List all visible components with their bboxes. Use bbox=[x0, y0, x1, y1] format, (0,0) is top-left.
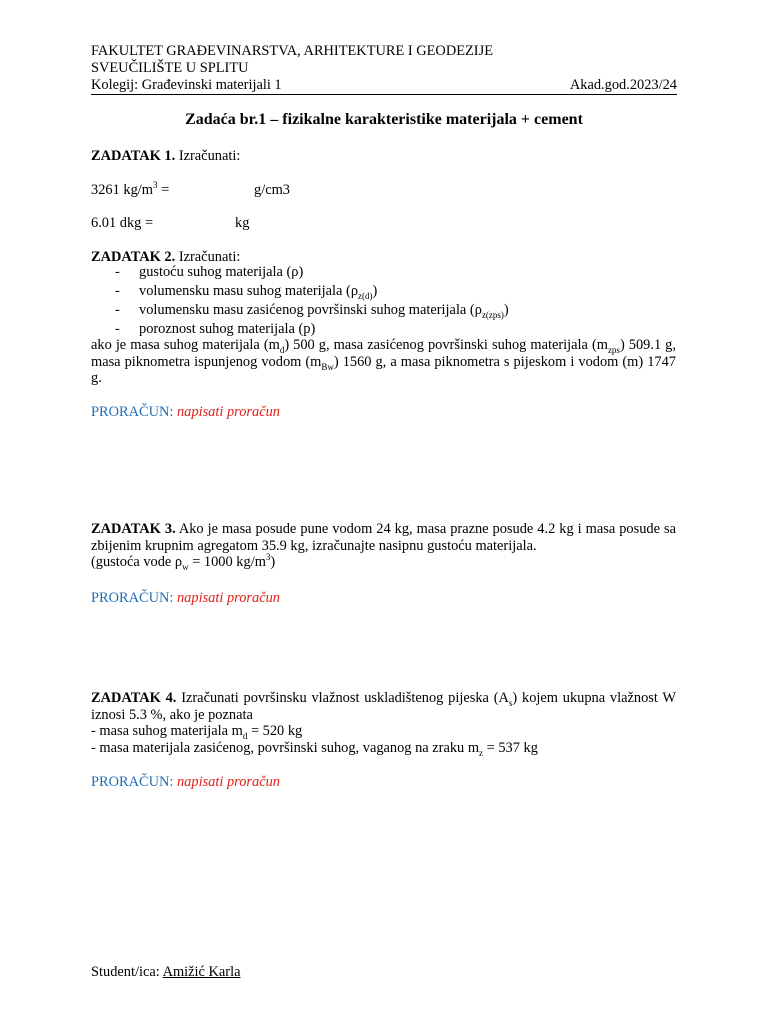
university-name: SVEUČILIŠTE U SPLITU bbox=[91, 60, 249, 76]
student-line bbox=[91, 964, 240, 981]
list-item: - poroznost suhog materijala (p) bbox=[115, 321, 316, 337]
task3-proracun bbox=[91, 590, 280, 607]
academic-year: Akad.god.2023/24 bbox=[569, 77, 677, 93]
task1-conversion-1 bbox=[91, 182, 169, 199]
task2-proracun bbox=[91, 404, 280, 421]
task3-label: ZADATAK 3. bbox=[91, 521, 176, 537]
proracun-label: PRORAČUN: bbox=[91, 590, 174, 606]
proracun-value: napisati proračun bbox=[176, 774, 280, 790]
course-row bbox=[91, 77, 677, 95]
conv1-eq: = bbox=[157, 182, 170, 198]
proracun-value: napisati proračun bbox=[176, 404, 280, 420]
list-item: - gustoću suhog materijala (ρ) bbox=[115, 264, 304, 280]
faculty-name: FAKULTET GRAĐEVINARSTVA, ARHITEKTURE I GEODEZIJE bbox=[91, 43, 493, 59]
task2-paragraph: ako je masa suhog materijala $(m_d)$ 500 g, masa zasićenog površinski suhog materijala $(m_{zps})$ 509.1 g, masa piknometra ispunjenog vodom $(m_{Bw})$ 1560 g, a masa piknometra s pijeskom i vodom (m) 1747 g. bbox=[91, 337, 676, 386]
conv2-unit: kg bbox=[235, 215, 250, 231]
task4-paragraph: ZADATAK 4. Izračunati površinsku vlažnost uskladištenog pijeska $(A_s)$ kojem ukupna vlažnost W iznosi 5.3 %, ako je poznata - masa suhog materijala $m_d = 520$ kg - masa materijala zasićenog, površinski suhog, vaganog na zraku $m_z = 537$ kg bbox=[91, 690, 676, 758]
task1-heading bbox=[91, 148, 240, 165]
conv1-unit: g/cm3 bbox=[254, 182, 290, 198]
task2-list bbox=[115, 264, 675, 340]
list-item: - volumensku masu suhog materijala $(\rho_{z(d)})$ bbox=[115, 283, 378, 301]
student-label: Student/ica: bbox=[91, 964, 160, 980]
task2-instruction: Izračunati: bbox=[178, 249, 241, 265]
task1-instruction: Izračunati: bbox=[178, 148, 241, 164]
proracun-label: PRORAČUN: bbox=[91, 404, 174, 420]
conv2-value: 6.01 dkg = bbox=[91, 215, 154, 231]
proracun-value: napisati proračun bbox=[176, 590, 280, 606]
conv1-value: 3261 kg/m bbox=[91, 182, 153, 198]
task1-label: ZADATAK 1. bbox=[91, 148, 176, 164]
course-name: Kolegij: Građevinski materijali 1 bbox=[91, 77, 282, 93]
task4-label: ZADATAK 4. bbox=[91, 690, 177, 706]
task3-paragraph: ZADATAK 3. Ako je masa posude pune vodom 24 kg, masa prazne posude 4.2 kg i masa posude sa zbijenim krupnim agregatom 35.9 kg, izračunajte nasipnu gustoću materijala. (gustoća vode $\rho_w = 1000$ $kg/m^3$) bbox=[91, 521, 676, 572]
task4-proracun bbox=[91, 774, 280, 791]
document-title: Zadaća br.1 – fizikalne karakteristike materijala + cement bbox=[185, 111, 583, 128]
list-item: - volumensku masu zasićenog površinski suhog materijala $(\rho_{z(zps)})$ bbox=[115, 302, 509, 320]
student-name: Amižić Karla bbox=[162, 964, 241, 980]
proracun-label: PRORAČUN: bbox=[91, 774, 174, 790]
conv1-sup: 3 bbox=[152, 180, 158, 191]
task2-label: ZADATAK 2. bbox=[91, 249, 176, 265]
